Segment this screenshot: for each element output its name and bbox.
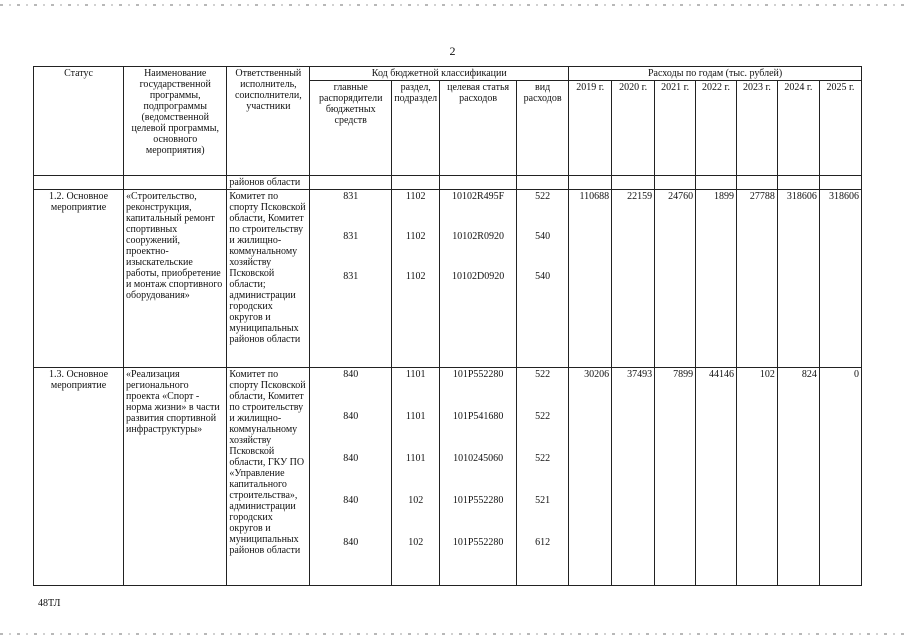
table-row: [34, 368, 862, 586]
header-year-2020: 2020 г.: [612, 81, 655, 176]
row-status: 1.2. Основное мероприятие: [34, 190, 124, 368]
page-number: 2: [449, 44, 456, 58]
header-status: Статус: [34, 67, 124, 176]
amount-2019: 110688: [569, 190, 612, 368]
row-target: 101P552280 101P541680 1010245060 101P552280 101P552280: [440, 368, 517, 586]
header-name: Наименование государственной программы, подпрограммы (ведомственной целевой программы, основного мероприятия): [124, 67, 227, 176]
amount-2024: 824: [777, 368, 819, 586]
row-type: 522 540 540: [517, 190, 569, 368]
row-target: 10102R495F 10102R0920 10102D0920: [440, 190, 517, 368]
row-responsible: Комитет по спорту Псковской области, Комитет по строительству и жилищно-коммунальному хозяйству Псковской области, ГКУ ПО «Управление капитального строительства», администрации городских округов и муниципальных районов области: [227, 368, 310, 586]
amount-2025: 0: [819, 368, 861, 586]
header-responsible: Ответственный исполнитель, соисполнители, участники: [227, 67, 310, 176]
scan-edge-bottom: [0, 633, 905, 635]
header-year-2022: 2022 г.: [696, 81, 737, 176]
row-section: 1102 1102 1102: [392, 190, 440, 368]
amount-2020: 37493: [612, 368, 655, 586]
header-target: целевая статья расходов: [440, 81, 517, 176]
row-name: «Строительство, реконструкция, капитальный ремонт спортивных сооружений, проектно-изыскательские работы, приобретение и монтаж спортивного оборудования»: [124, 190, 227, 368]
amount-2022: 1899: [696, 190, 737, 368]
amount-2019: 30206: [569, 368, 612, 586]
header-section: раздел, подраздел: [392, 81, 440, 176]
table-row-continuation: [34, 176, 862, 190]
scan-edge-top: [0, 4, 905, 6]
footer-code: 48ТЛ: [38, 598, 61, 609]
header-type: вид расходов: [517, 81, 569, 176]
row-name: «Реализация регионального проекта «Спорт - норма жизни» в части развития спортивной инфраструктуры»: [124, 368, 227, 586]
header-expenses: Расходы по годам (тыс. рублей): [569, 67, 862, 81]
table-row: [34, 190, 862, 368]
header-year-2021: 2021 г.: [655, 81, 696, 176]
amount-2024: 318606: [777, 190, 819, 368]
header-year-2024: 2024 г.: [777, 81, 819, 176]
row-status: 1.3. Основное мероприятие: [34, 368, 124, 586]
header-budget-code: Код бюджетной классификации: [310, 67, 569, 81]
amount-2023: 102: [736, 368, 777, 586]
row-section: 1101 1101 1101 102 102: [392, 368, 440, 586]
budget-table: [33, 66, 862, 586]
amount-2023: 27788: [736, 190, 777, 368]
amount-2022: 44146: [696, 368, 737, 586]
amount-2021: 24760: [655, 190, 696, 368]
amount-2020: 22159: [612, 190, 655, 368]
header-grbs: главные распорядители бюджетных средств: [310, 81, 392, 176]
amount-2025: 318606: [819, 190, 861, 368]
row-grbs: 840 840 840 840 840: [310, 368, 392, 586]
header-year-2019: 2019 г.: [569, 81, 612, 176]
row-grbs: 831 831 831: [310, 190, 392, 368]
header-year-2023: 2023 г.: [736, 81, 777, 176]
header-year-2025: 2025 г.: [819, 81, 861, 176]
continuation-responsible: районов области: [227, 176, 310, 190]
row-type: 522 522 522 521 612: [517, 368, 569, 586]
row-responsible: Комитет по спорту Псковской области, Комитет по строительству и жилищно-коммунальному хозяйству Псковской области; администрации городских округов и муниципальных районов области: [227, 190, 310, 368]
amount-2021: 7899: [655, 368, 696, 586]
